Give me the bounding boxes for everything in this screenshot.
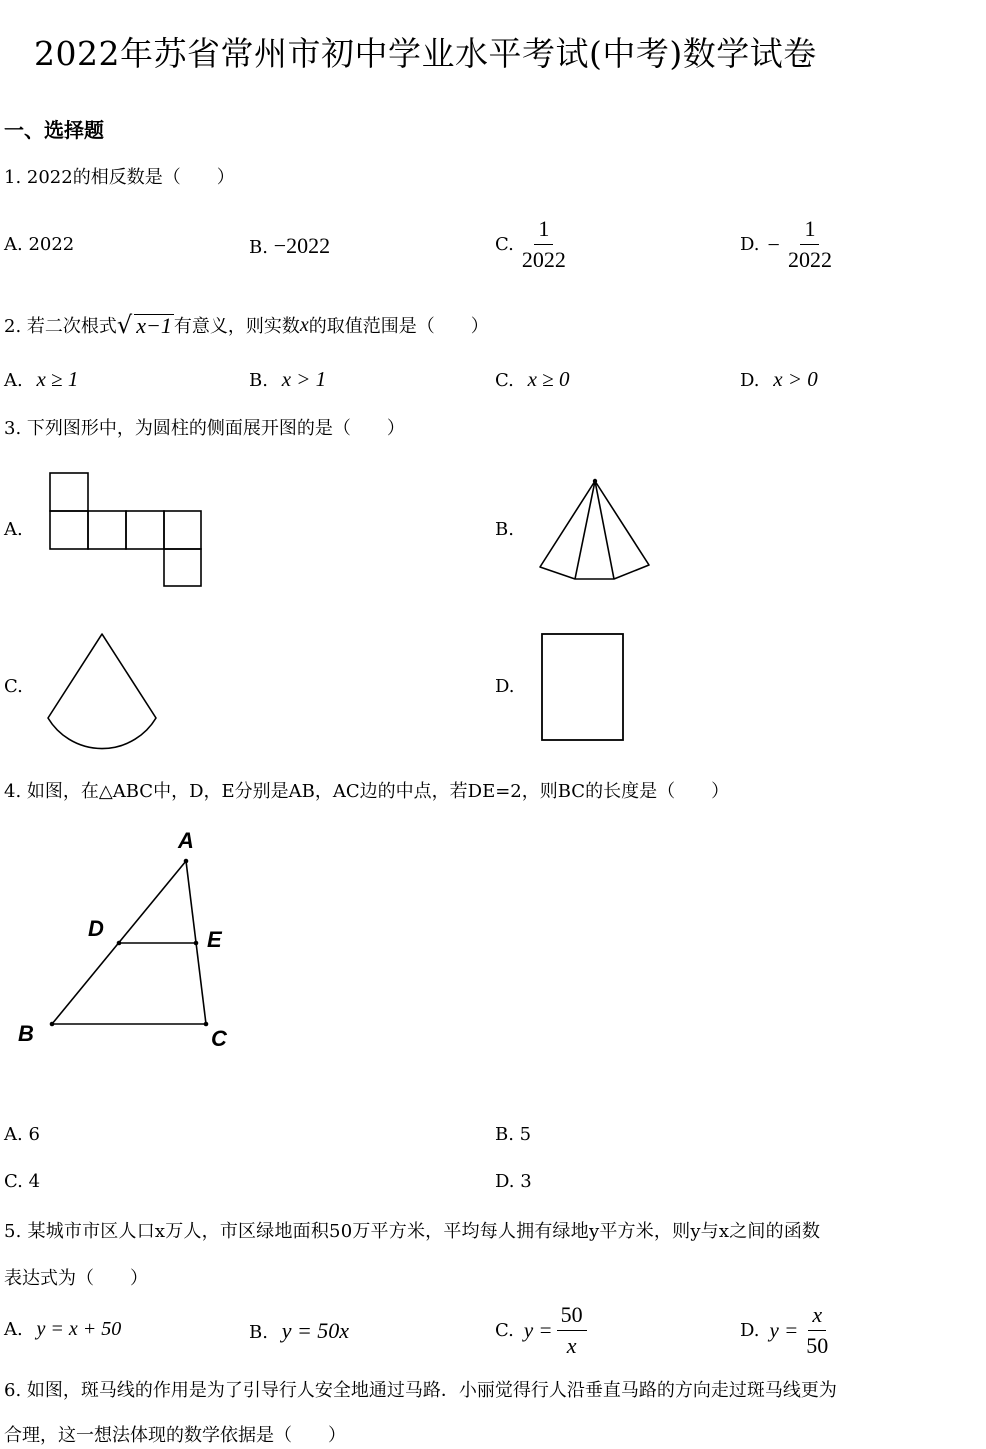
- question-6-stem-line-1: 6. 如图，斑马线的作用是为了引导行人安全地通过马路．小丽觉得行人沿垂直马路的方向走过斑马线更为: [4, 1380, 837, 1401]
- section-heading: 一、选择题: [4, 118, 104, 142]
- q2-option-c-label: C.: [495, 370, 514, 391]
- question-4-stem: 4. 如图，在△ABC中，D，E分别是AB，AC边的中点，若DE=2，则BC的长度是（ ）: [4, 781, 730, 802]
- q3-option-c-label: C.: [4, 676, 23, 697]
- q1-option-c-denominator: 2022: [521, 247, 566, 272]
- q1-option-c-numerator: 1: [534, 216, 553, 245]
- question-3-stem: 3. 下列图形中，为圆柱的侧面展开图的是（ ）: [4, 418, 405, 439]
- q1-option-d-fraction: [784, 216, 836, 273]
- q2-option-a-label: A.: [4, 370, 23, 391]
- q1-option-d: [740, 216, 840, 273]
- q5-option-b: [249, 1318, 349, 1344]
- q5-option-c-fraction: [557, 1302, 587, 1359]
- question-2-stem: [4, 311, 489, 339]
- point-b: [50, 1022, 55, 1027]
- q1-option-c-label: C.: [495, 234, 514, 255]
- q5-option-d-label: D.: [740, 1320, 760, 1341]
- label-e: E: [207, 927, 222, 952]
- q2-option-d-label: D.: [740, 370, 760, 391]
- point-d: [117, 941, 122, 946]
- q5-option-d-numerator: x: [808, 1302, 826, 1331]
- q1-option-b: [249, 233, 330, 259]
- q2-option-b-label: B.: [249, 370, 268, 391]
- q4-triangle-figure: [10, 820, 250, 1060]
- q5-option-b-value: y = 50x: [281, 1318, 350, 1343]
- q5-option-b-label: B.: [249, 1322, 268, 1343]
- point-c: [204, 1022, 209, 1027]
- q5-option-a: [4, 1318, 121, 1341]
- point-e: [194, 941, 199, 946]
- q1-option-c-fraction: [518, 216, 570, 273]
- q2-option-b-value: x > 1: [281, 367, 327, 391]
- q2-option-c: [495, 367, 569, 392]
- q3-option-d-label: D.: [495, 676, 515, 697]
- q5-option-d-denominator: 50: [806, 1333, 829, 1358]
- q5-option-a-value: y = x + 50: [36, 1318, 122, 1340]
- q2-option-d: [740, 367, 818, 392]
- q4-option-b: B. 5: [495, 1124, 532, 1145]
- q4-option-a: A. 6: [4, 1124, 40, 1145]
- q5-option-c-denominator: x: [566, 1333, 577, 1358]
- q4-option-c: C. 4: [4, 1171, 41, 1192]
- q2-option-c-value: x ≥ 0: [527, 367, 570, 391]
- q1-option-c: [495, 216, 574, 273]
- q1-option-b-value: −2022: [273, 233, 331, 258]
- label-a: A: [178, 828, 194, 853]
- q2-option-b: [249, 367, 326, 392]
- q2-option-d-value: x > 0: [773, 367, 818, 391]
- q5-option-c-numerator: 50: [557, 1302, 587, 1331]
- q3-option-d-rectangle: [540, 632, 626, 742]
- q2-radicand: x−1: [136, 312, 172, 338]
- q5-option-d-lhs: y =: [769, 1318, 799, 1342]
- question-1-stem: 1. 2022的相反数是（ ）: [4, 167, 235, 188]
- q1-option-d-sign: −: [767, 231, 780, 257]
- q1-option-d-denominator: 2022: [787, 247, 832, 272]
- q2-stem-mid: 有意义，则实数: [173, 316, 300, 337]
- sqrt-icon: √: [116, 311, 133, 339]
- q5-option-d: [740, 1302, 836, 1359]
- q5-option-c-lhs: y =: [523, 1318, 553, 1342]
- q2-stem-pre: 2. 若二次根式: [4, 316, 117, 337]
- q1-option-d-numerator: 1: [800, 216, 819, 245]
- q5-option-c: [495, 1302, 591, 1359]
- q2-option-a-value: x ≥ 1: [36, 367, 79, 391]
- q2-stem-post: 的取值范围是（ ）: [308, 316, 489, 337]
- q5-option-d-fraction: [802, 1302, 832, 1359]
- page-title: 2022年苏省常州市初中学业水平考试(中考)数学试卷: [34, 34, 817, 73]
- q2-variable: x: [299, 313, 309, 336]
- q3-option-b-pyramid-net: [538, 478, 652, 582]
- q1-option-b-label: B.: [249, 237, 268, 258]
- q3-option-a-label: A.: [4, 519, 23, 540]
- q3-option-c-sector: [46, 631, 160, 739]
- q5-option-a-label: A.: [4, 1319, 23, 1340]
- question-6-stem-line-2: 合理，这一想法体现的数学依据是（ ）: [4, 1425, 346, 1446]
- label-d: D: [88, 916, 104, 941]
- q3-option-b-label: B.: [495, 519, 514, 540]
- q3-option-a-cube-net: [48, 471, 204, 589]
- point-a: [184, 859, 189, 864]
- label-b: B: [18, 1021, 34, 1046]
- question-5-stem-line-1: 5. 某城市市区人口x万人，市区绿地面积50万平方米，平均每人拥有绿地y平方米，则y与x之间的函数: [4, 1221, 821, 1242]
- question-5-stem-line-2: 表达式为（ ）: [4, 1268, 148, 1289]
- q4-option-d: D. 3: [495, 1171, 532, 1192]
- q1-option-d-label: D.: [740, 234, 760, 255]
- q1-option-a: A. 2022: [4, 234, 75, 255]
- q2-option-a: [4, 367, 78, 392]
- q5-option-c-label: C.: [495, 1320, 514, 1341]
- label-c: C: [211, 1026, 227, 1051]
